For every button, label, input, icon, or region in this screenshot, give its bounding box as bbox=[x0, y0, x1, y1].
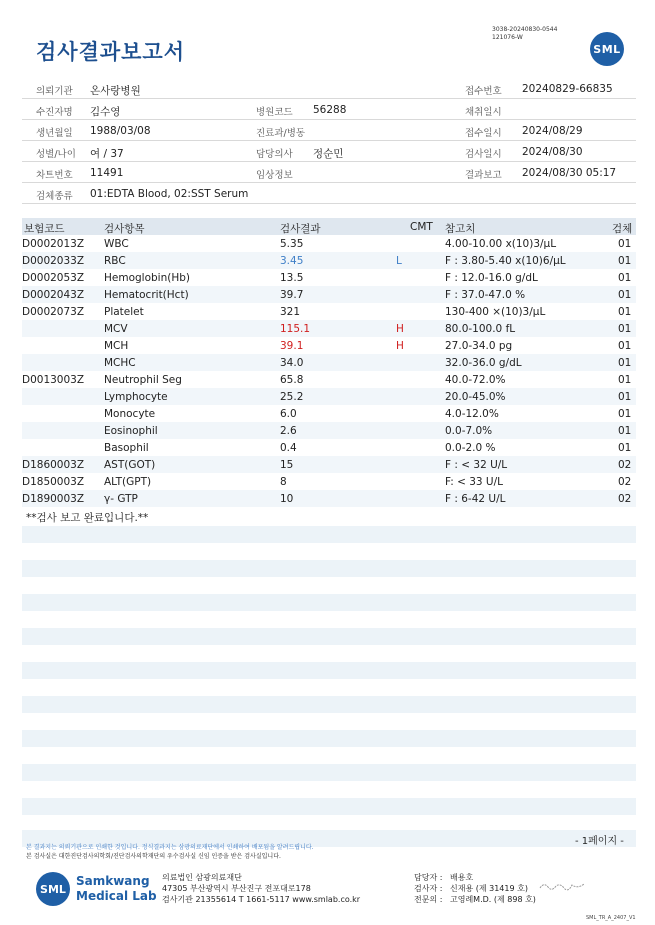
cell-ref: F: < 33 U/L bbox=[445, 476, 504, 488]
certification-notice: 본 검사실은 대한진단검사의학회/진단검사의학재단의 우수검사실 신임 인증을 받은 검사실입니다. bbox=[26, 853, 281, 860]
header-code: 보험코드 bbox=[24, 223, 65, 235]
cell-result: 15 bbox=[280, 459, 294, 471]
cell-item: MCH bbox=[104, 340, 129, 352]
cell-result: 115.1 bbox=[280, 323, 311, 335]
cell-ref: 0.0-2.0 % bbox=[445, 442, 496, 454]
header-result: 검사결과 bbox=[280, 223, 321, 235]
info-row bbox=[22, 162, 636, 183]
cell-spec: 02 bbox=[618, 459, 632, 471]
cell-ref: F : < 32 U/L bbox=[445, 459, 508, 471]
header-item: 검사항목 bbox=[104, 223, 145, 235]
page-title: 검사결과보고서 bbox=[36, 40, 186, 64]
cell-spec: 02 bbox=[618, 493, 632, 505]
cell-code: D0013003Z bbox=[22, 374, 85, 386]
empty-row bbox=[22, 526, 636, 543]
header-cmt: CMT bbox=[410, 221, 433, 233]
dept-label: 진료과/병동 bbox=[256, 128, 306, 139]
table-row bbox=[22, 337, 636, 354]
specialist-value: 고영례M.D. (제 898 호) bbox=[450, 895, 536, 904]
hospital-code-label: 병원코드 bbox=[256, 107, 293, 118]
brand-line2: Medical Lab bbox=[76, 889, 157, 903]
cell-code: D0002033Z bbox=[22, 255, 85, 267]
cell-ref: 27.0-34.0 pg bbox=[445, 340, 513, 352]
cell-result: 0.4 bbox=[280, 442, 297, 454]
cell-result: 39.1 bbox=[280, 340, 304, 352]
signature-icon bbox=[538, 880, 586, 892]
test-date-label: 검사일시 bbox=[465, 149, 502, 160]
empty-row bbox=[22, 764, 636, 781]
header-spec: 검체 bbox=[612, 223, 633, 235]
cell-ref: F : 12.0-16.0 g/dL bbox=[445, 272, 538, 284]
empty-row bbox=[22, 594, 636, 611]
cell-code: D0002053Z bbox=[22, 272, 85, 284]
header-ref: 참고치 bbox=[445, 223, 476, 235]
cell-result: 34.0 bbox=[280, 357, 304, 369]
page-number: - 1페이지 - bbox=[575, 836, 624, 847]
dob-label: 생년월일 bbox=[36, 128, 73, 139]
manager-label: 담당자 : bbox=[414, 873, 443, 882]
doctor-value: 정순민 bbox=[313, 148, 344, 160]
cell-ref: 80.0-100.0 fL bbox=[445, 323, 516, 335]
table-body bbox=[22, 235, 636, 507]
cell-item: Basophil bbox=[104, 442, 149, 454]
cell-item: AST(GOT) bbox=[104, 459, 156, 471]
cell-code: D1850003Z bbox=[22, 476, 85, 488]
info-row bbox=[22, 120, 636, 141]
doctor-label: 담당의사 bbox=[256, 149, 293, 160]
table-row bbox=[22, 286, 636, 303]
info-row bbox=[22, 141, 636, 162]
cell-item: Eosinophil bbox=[104, 425, 158, 437]
table-header bbox=[22, 218, 636, 235]
cell-spec: 01 bbox=[618, 306, 632, 318]
cell-code: D0002073Z bbox=[22, 306, 85, 318]
cell-result: 10 bbox=[280, 493, 294, 505]
footer-sml-logo: SML bbox=[36, 872, 70, 906]
org-contact: 검사기관 21355614 T 1661-5117 www.smlab.co.kr bbox=[162, 895, 361, 904]
cell-ref: 0.0-7.0% bbox=[445, 425, 493, 437]
institution-label: 의뢰기관 bbox=[36, 86, 73, 97]
receipt-date-value: 2024/08/29 bbox=[522, 125, 583, 137]
institution-value: 온사랑병원 bbox=[90, 85, 141, 97]
empty-row bbox=[22, 696, 636, 713]
cell-result: 5.35 bbox=[280, 238, 304, 250]
cell-item: Lymphocyte bbox=[104, 391, 168, 403]
collect-label: 채취일시 bbox=[465, 107, 502, 118]
cell-spec: 01 bbox=[618, 391, 632, 403]
report-value: 2024/08/30 05:17 bbox=[522, 167, 617, 179]
specialist-label: 전문의 : bbox=[414, 895, 443, 904]
empty-row bbox=[22, 560, 636, 577]
cell-item: Platelet bbox=[104, 306, 144, 318]
print-notice: 본 결과지는 의뢰기관으로 인쇄한 것입니다. 정식결과지는 삼광의료재단에서 인쇄하여 배포됨을 알려드립니다. bbox=[26, 844, 314, 851]
cell-item: Hematocrit(Hct) bbox=[104, 289, 189, 301]
sex-age-value: 여 / 37 bbox=[90, 148, 124, 160]
cell-spec: 01 bbox=[618, 357, 632, 369]
results-table bbox=[22, 218, 636, 507]
report-complete-note: **검사 보고 완료입니다.** bbox=[26, 512, 149, 524]
cell-result: 321 bbox=[280, 306, 301, 318]
empty-row bbox=[22, 662, 636, 679]
table-row bbox=[22, 269, 636, 286]
cell-ref: 4.0-12.0% bbox=[445, 408, 499, 420]
patient-label: 수진자명 bbox=[36, 107, 73, 118]
cell-spec: 01 bbox=[618, 408, 632, 420]
table-row bbox=[22, 405, 636, 422]
clinical-label: 임상정보 bbox=[256, 170, 293, 181]
table-row bbox=[22, 235, 636, 252]
document-id bbox=[492, 26, 557, 42]
patient-info bbox=[22, 78, 636, 204]
empty-row bbox=[22, 628, 636, 645]
table-row bbox=[22, 252, 636, 269]
cell-item: MCHC bbox=[104, 357, 136, 369]
table-row bbox=[22, 303, 636, 320]
checker-label: 검사자 : bbox=[414, 884, 443, 893]
cell-item: ALT(GPT) bbox=[104, 476, 152, 488]
cell-ref: 130-400 ×(10)3/µL bbox=[445, 306, 546, 318]
document-id-line2: 121076-W bbox=[492, 34, 523, 41]
table-row bbox=[22, 354, 636, 371]
cell-spec: 01 bbox=[618, 255, 632, 267]
cell-result: 65.8 bbox=[280, 374, 304, 386]
cell-spec: 01 bbox=[618, 323, 632, 335]
table-row bbox=[22, 320, 636, 337]
manager-value: 배용호 bbox=[450, 873, 474, 882]
cell-item: WBC bbox=[104, 238, 129, 250]
cell-ref: F : 3.80-5.40 x(10)6/µL bbox=[445, 255, 566, 267]
hospital-code-value: 56288 bbox=[313, 104, 347, 116]
table-row bbox=[22, 456, 636, 473]
sex-age-label: 성별/나이 bbox=[36, 149, 76, 160]
table-row bbox=[22, 388, 636, 405]
cell-spec: 01 bbox=[618, 374, 632, 386]
cell-code: D0002013Z bbox=[22, 238, 85, 250]
cell-ref: 32.0-36.0 g/dL bbox=[445, 357, 522, 369]
table-row bbox=[22, 439, 636, 456]
cell-code: D0002043Z bbox=[22, 289, 85, 301]
chart-value: 11491 bbox=[90, 167, 124, 179]
specimen-label: 검체종류 bbox=[36, 191, 73, 202]
cell-flag: H bbox=[396, 340, 404, 352]
receipt-no-value: 20240829-66835 bbox=[522, 83, 613, 95]
sml-logo: SML bbox=[590, 32, 624, 66]
document-id-line1: 3038-20240830-0544 bbox=[492, 26, 558, 33]
specimen-value: 01:EDTA Blood, 02:SST Serum bbox=[90, 188, 249, 200]
cell-item: RBC bbox=[104, 255, 126, 267]
table-row bbox=[22, 473, 636, 490]
cell-spec: 01 bbox=[618, 272, 632, 284]
cell-result: 13.5 bbox=[280, 272, 304, 284]
cell-item: MCV bbox=[104, 323, 128, 335]
receipt-no-label: 접수번호 bbox=[465, 86, 502, 97]
info-row bbox=[22, 99, 636, 120]
cell-ref: 40.0-72.0% bbox=[445, 374, 506, 386]
empty-row bbox=[22, 730, 636, 747]
table-row bbox=[22, 490, 636, 507]
chart-label: 차트번호 bbox=[36, 170, 73, 181]
cell-spec: 01 bbox=[618, 238, 632, 250]
cell-code: D1860003Z bbox=[22, 459, 85, 471]
cell-result: 3.45 bbox=[280, 255, 304, 267]
cell-spec: 01 bbox=[618, 289, 632, 301]
receipt-date-label: 접수일시 bbox=[465, 128, 502, 139]
info-row bbox=[22, 78, 636, 99]
table-row bbox=[22, 422, 636, 439]
cell-ref: F : 6-42 U/L bbox=[445, 493, 506, 505]
checker-value: 신재용 (제 31419 호) bbox=[450, 884, 528, 893]
test-date-value: 2024/08/30 bbox=[522, 146, 583, 158]
cell-spec: 01 bbox=[618, 425, 632, 437]
cell-spec: 02 bbox=[618, 476, 632, 488]
patient-value: 김수영 bbox=[90, 106, 121, 118]
cell-ref: 20.0-45.0% bbox=[445, 391, 506, 403]
cell-result: 39.7 bbox=[280, 289, 304, 301]
cell-spec: 01 bbox=[618, 340, 632, 352]
cell-item: Neutrophil Seg bbox=[104, 374, 182, 386]
dob-value: 1988/03/08 bbox=[90, 125, 151, 137]
org-address: 47305 부산광역시 부산진구 전포대로178 bbox=[162, 884, 311, 893]
cell-flag: H bbox=[396, 323, 404, 335]
cell-spec: 01 bbox=[618, 442, 632, 454]
cell-item: Monocyte bbox=[104, 408, 156, 420]
cell-result: 6.0 bbox=[280, 408, 297, 420]
org-name: 의료법인 삼광의료재단 bbox=[162, 873, 242, 882]
info-row bbox=[22, 183, 636, 204]
cell-result: 2.6 bbox=[280, 425, 297, 437]
report-label: 결과보고 bbox=[465, 170, 502, 181]
empty-row bbox=[22, 798, 636, 815]
cell-ref: F : 37.0-47.0 % bbox=[445, 289, 526, 301]
cell-ref: 4.00-10.00 x(10)3/µL bbox=[445, 238, 557, 250]
cell-code: D1890003Z bbox=[22, 493, 85, 505]
cell-result: 25.2 bbox=[280, 391, 304, 403]
cell-item: Hemoglobin(Hb) bbox=[104, 272, 191, 284]
cell-item: γ- GTP bbox=[104, 493, 138, 505]
form-code: SML_TR_A_2407_V1 bbox=[586, 915, 636, 921]
cell-flag: L bbox=[396, 255, 402, 267]
table-row bbox=[22, 371, 636, 388]
brand-line1: Samkwang bbox=[76, 874, 150, 888]
cell-result: 8 bbox=[280, 476, 287, 488]
